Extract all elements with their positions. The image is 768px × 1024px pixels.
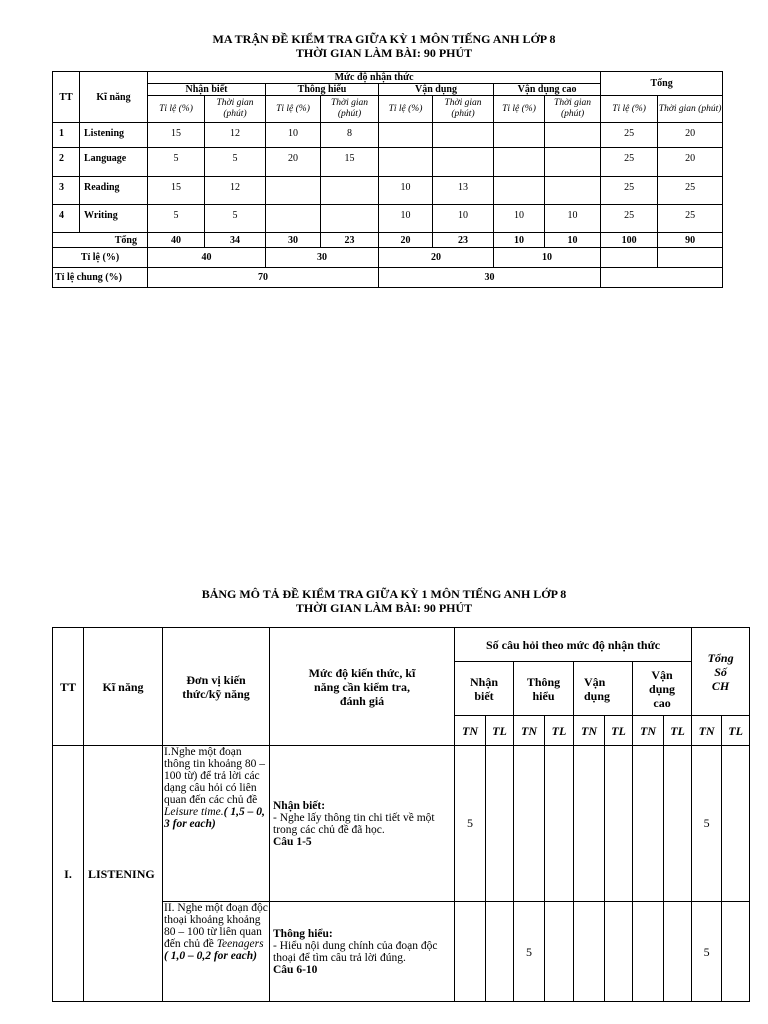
row-value: 25 bbox=[601, 177, 658, 205]
col-tn: TN bbox=[514, 716, 545, 746]
level-description bbox=[270, 746, 455, 902]
row-value: 5 bbox=[205, 205, 266, 233]
col-tn: TN bbox=[455, 716, 486, 746]
row-number: 3 bbox=[53, 177, 80, 205]
question-count-cell bbox=[514, 746, 545, 902]
spec-section-skill: LISTENING bbox=[84, 746, 163, 1002]
unit-text: II. Nghe một đoạn độc thoại khoảng khoảng 80 – 100 từ liên quan đến chủ đề bbox=[164, 902, 268, 950]
subheader-rate: Tỉ lệ (%) bbox=[379, 96, 433, 123]
spec-header-level-comprehension: Thông hiểu bbox=[514, 662, 574, 716]
subheader-rate: Tỉ lệ (%) bbox=[494, 96, 545, 123]
row-value bbox=[494, 177, 545, 205]
question-count-cell: 5 bbox=[455, 746, 486, 902]
spec-title-line2: THỜI GIAN LÀM BÀI: 90 PHÚT bbox=[295, 601, 473, 615]
question-count-cell bbox=[633, 746, 664, 902]
row-value: 5 bbox=[148, 148, 205, 177]
question-count-cell bbox=[605, 902, 633, 1002]
question-count-cell bbox=[574, 746, 605, 902]
spec-header-level-desc: Mức độ kiến thức, kĩ năng cần kiểm tra, đánh giá bbox=[270, 628, 455, 746]
spec-header-level-recognition: Nhận biết bbox=[455, 662, 514, 716]
total-value: 23 bbox=[321, 233, 379, 248]
question-range: Câu 1-5 bbox=[273, 835, 312, 848]
general-label: Tỉ lệ chung (%) bbox=[53, 268, 148, 288]
level-name: Nhận biết: bbox=[273, 799, 326, 812]
row-number: 4 bbox=[53, 205, 80, 233]
row-value: 25 bbox=[601, 205, 658, 233]
subheader-time: Thời gian (phút) bbox=[433, 96, 494, 123]
col-tn: TN bbox=[633, 716, 664, 746]
header-tt: TT bbox=[53, 72, 80, 123]
row-value: 25 bbox=[601, 148, 658, 177]
subheader-rate: Tỉ lệ (%) bbox=[148, 96, 205, 123]
question-range: Câu 6-10 bbox=[273, 963, 318, 976]
rate-empty bbox=[658, 248, 723, 268]
row-value bbox=[433, 123, 494, 148]
col-tl: TL bbox=[545, 716, 574, 746]
spec-header-unit: Đơn vị kiến thức/kỹ năng bbox=[163, 628, 270, 746]
question-count-cell bbox=[545, 902, 574, 1002]
question-count-cell bbox=[633, 902, 664, 1002]
row-value bbox=[433, 148, 494, 177]
rate-empty bbox=[601, 248, 658, 268]
row-value: 10 bbox=[379, 205, 433, 233]
row-value: 10 bbox=[494, 205, 545, 233]
row-value: 15 bbox=[148, 123, 205, 148]
row-value: 10 bbox=[379, 177, 433, 205]
row-value: 15 bbox=[148, 177, 205, 205]
row-value: 15 bbox=[321, 148, 379, 177]
row-value bbox=[545, 123, 601, 148]
general-value: 30 bbox=[379, 268, 601, 288]
row-value bbox=[266, 205, 321, 233]
matrix-title-line2: THỜI GIAN LÀM BÀI: 90 PHÚT bbox=[295, 46, 473, 60]
row-number: 1 bbox=[53, 123, 80, 148]
row-value bbox=[494, 148, 545, 177]
spec-header-level-high-application: Vận dụng cao bbox=[633, 662, 692, 716]
col-tl: TL bbox=[722, 716, 750, 746]
total-value: 10 bbox=[494, 233, 545, 248]
spec-section-no: I. bbox=[53, 746, 84, 1002]
level-description bbox=[270, 902, 455, 1002]
row-value: 25 bbox=[658, 205, 723, 233]
matrix-title bbox=[0, 32, 768, 60]
total-value: 100 bbox=[601, 233, 658, 248]
total-value: 90 bbox=[658, 233, 723, 248]
row-value bbox=[266, 177, 321, 205]
total-value: 30 bbox=[266, 233, 321, 248]
row-number: 2 bbox=[53, 148, 80, 177]
row-value bbox=[321, 205, 379, 233]
total-value: 10 bbox=[545, 233, 601, 248]
total-value: 20 bbox=[379, 233, 433, 248]
question-count-cell bbox=[605, 746, 633, 902]
subheader-time: Thời gian (phút) bbox=[321, 96, 379, 123]
subheader-rate: Tỉ lệ (%) bbox=[601, 96, 658, 123]
row-value: 5 bbox=[148, 205, 205, 233]
col-tl: TL bbox=[486, 716, 514, 746]
row-value bbox=[545, 177, 601, 205]
row-value: 10 bbox=[433, 205, 494, 233]
question-count-cell bbox=[545, 746, 574, 902]
col-tn: TN bbox=[574, 716, 605, 746]
total-value: 34 bbox=[205, 233, 266, 248]
row-value: 25 bbox=[601, 123, 658, 148]
row-value bbox=[545, 148, 601, 177]
row-value: 20 bbox=[658, 123, 723, 148]
knowledge-unit bbox=[163, 746, 270, 902]
spec-header-question-count: Số câu hỏi theo mức độ nhận thức bbox=[455, 628, 692, 662]
rate-value: 40 bbox=[148, 248, 266, 268]
unit-topic: Teenagers bbox=[216, 938, 264, 950]
col-tl: TL bbox=[605, 716, 633, 746]
question-count-cell bbox=[455, 902, 486, 1002]
question-count-cell bbox=[664, 746, 692, 902]
unit-topic: Leisure time. bbox=[164, 806, 224, 818]
col-tn: TN bbox=[692, 716, 722, 746]
subheader-time: Thời gian (phút) bbox=[658, 96, 723, 123]
row-value: 12 bbox=[205, 177, 266, 205]
header-total: Tổng bbox=[601, 72, 723, 96]
rate-value: 20 bbox=[379, 248, 494, 268]
general-empty bbox=[601, 268, 723, 288]
matrix-title-line1: MA TRẬN ĐỀ KIỂM TRA GIỮA KỲ 1 MÔN TIẾNG ANH LỚP 8 bbox=[212, 32, 556, 46]
knowledge-unit bbox=[163, 902, 270, 1002]
header-level-recognition: Nhận biết bbox=[148, 84, 266, 96]
row-value bbox=[379, 123, 433, 148]
level-name: Thông hiểu: bbox=[273, 927, 333, 940]
general-value: 70 bbox=[148, 268, 379, 288]
spec-table bbox=[52, 627, 750, 1002]
row-value: 13 bbox=[433, 177, 494, 205]
row-value: 5 bbox=[205, 148, 266, 177]
question-count-cell: 5 bbox=[692, 902, 722, 1002]
unit-text: I.Nghe một đoạn thông tin khoảng 80 – 100 từ) để trả lời các dạng câu hỏi có liên quan đến các chủ đề bbox=[164, 746, 265, 806]
spec-header-total: Tổng Số CH bbox=[692, 628, 750, 716]
unit-points: ( 1,5 – 0, 3 for each) bbox=[164, 806, 265, 830]
header-cognitive: Mức độ nhận thức bbox=[148, 72, 601, 84]
rate-value: 30 bbox=[266, 248, 379, 268]
header-skill: Kĩ năng bbox=[80, 72, 148, 123]
matrix-table bbox=[52, 71, 723, 288]
header-level-comprehension: Thông hiểu bbox=[266, 84, 379, 96]
level-detail: - Hiểu nội dung chính của đoạn độc thoại để tìm câu trả lời đúng. bbox=[273, 939, 438, 964]
spec-title bbox=[0, 587, 768, 615]
header-level-high-application: Vận dụng cao bbox=[494, 84, 601, 96]
subheader-rate: Tỉ lệ (%) bbox=[266, 96, 321, 123]
row-value: 10 bbox=[545, 205, 601, 233]
subheader-time: Thời gian (phút) bbox=[545, 96, 601, 123]
question-count-cell bbox=[664, 902, 692, 1002]
row-value bbox=[494, 123, 545, 148]
row-skill: Language bbox=[80, 148, 148, 177]
question-count-cell: 5 bbox=[514, 902, 545, 1002]
spec-header-skill: Kĩ năng bbox=[84, 628, 163, 746]
question-count-cell bbox=[486, 902, 514, 1002]
spec-header-tt: TT bbox=[53, 628, 84, 746]
spec-header-level-application: Vận dụng bbox=[574, 662, 633, 716]
question-count-cell bbox=[722, 902, 750, 1002]
row-skill: Reading bbox=[80, 177, 148, 205]
unit-points: ( 1,0 – 0,2 for each) bbox=[164, 950, 257, 962]
question-count-cell bbox=[722, 746, 750, 902]
row-value: 10 bbox=[266, 123, 321, 148]
total-label: Tổng bbox=[53, 233, 148, 248]
question-count-cell bbox=[486, 746, 514, 902]
row-value: 20 bbox=[266, 148, 321, 177]
level-detail: - Nghe lấy thông tin chi tiết về một trong các chủ đề đã học. bbox=[273, 811, 435, 836]
row-value bbox=[379, 148, 433, 177]
question-count-cell bbox=[574, 902, 605, 1002]
subheader-time: Thời gian (phút) bbox=[205, 96, 266, 123]
row-value: 12 bbox=[205, 123, 266, 148]
row-value: 20 bbox=[658, 148, 723, 177]
row-value bbox=[321, 177, 379, 205]
row-value: 8 bbox=[321, 123, 379, 148]
col-tl: TL bbox=[664, 716, 692, 746]
total-value: 23 bbox=[433, 233, 494, 248]
rate-value: 10 bbox=[494, 248, 601, 268]
header-level-application: Vận dụng bbox=[379, 84, 494, 96]
row-skill: Listening bbox=[80, 123, 148, 148]
total-value: 40 bbox=[148, 233, 205, 248]
question-count-cell: 5 bbox=[692, 746, 722, 902]
row-skill: Writing bbox=[80, 205, 148, 233]
row-value: 25 bbox=[658, 177, 723, 205]
rate-label: Tỉ lệ (%) bbox=[53, 248, 148, 268]
spec-title-line1: BẢNG MÔ TẢ ĐỀ KIỂM TRA GIỮA KỲ 1 MÔN TIẾNG ANH LỚP 8 bbox=[201, 587, 567, 601]
